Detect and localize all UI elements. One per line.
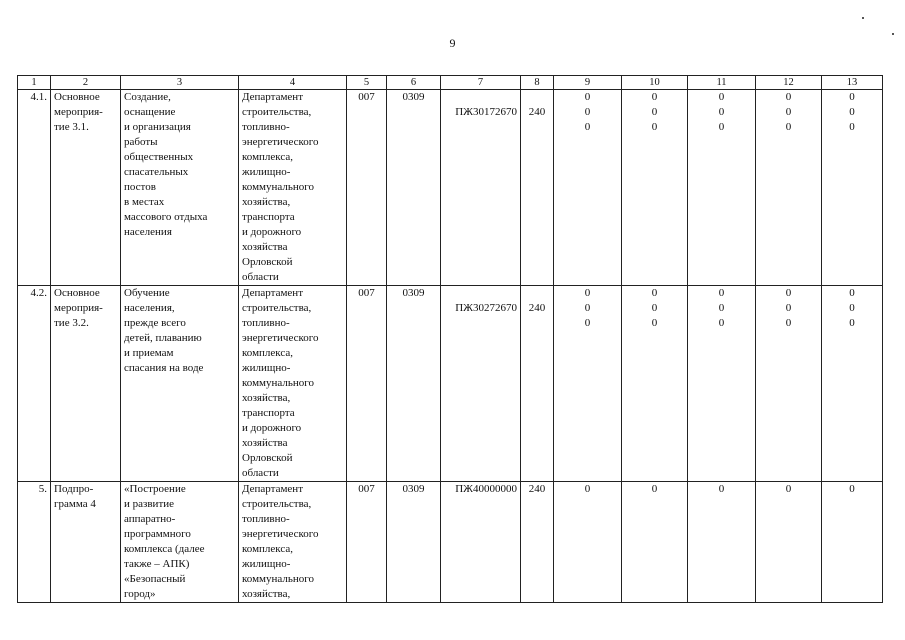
row-number: 5. [18, 482, 51, 603]
column-header: 8 [521, 76, 554, 90]
row-year-values [554, 90, 622, 286]
value-cell: 0 [718, 317, 725, 329]
value-cell: 0 [718, 91, 725, 103]
row-year-values [554, 286, 622, 482]
row-grbs: 007 [347, 482, 387, 603]
value-cell: 0 [718, 121, 725, 133]
value-cell: 0 [849, 106, 855, 118]
value-cell: 0 [785, 91, 792, 103]
row-csr: ПЖ30172670 [441, 90, 521, 286]
header-row [18, 76, 883, 90]
row-number: 4.1. [18, 90, 51, 286]
value-cell: 0 [651, 91, 658, 103]
column-header: 2 [51, 76, 121, 90]
row-year-values [622, 90, 688, 286]
value-cell: 0 [688, 482, 756, 603]
scan-speck [862, 17, 864, 19]
row-rzpr: 0309 [387, 286, 441, 482]
value-cell: 0 [849, 121, 855, 133]
value-cell: 0 [584, 302, 591, 314]
row-grbs: 007 [347, 90, 387, 286]
row-status: Основное мероприя- тие 3.2. [51, 286, 121, 482]
row-year-values [756, 286, 822, 482]
table-row [18, 286, 883, 482]
value-cell: 0 [849, 287, 855, 299]
value-cell: 0 [651, 317, 658, 329]
value-cell: 0 [785, 121, 792, 133]
row-csr: ПЖ30272670 [441, 286, 521, 482]
value-cell: 0 [849, 317, 855, 329]
row-year-values [688, 90, 756, 286]
row-name: Обучение населения, прежде всего детей, плаванию и приемам спасания на воде [121, 286, 239, 482]
value-cell: 0 [785, 317, 792, 329]
value-cell: 0 [785, 106, 792, 118]
table-row [18, 90, 883, 286]
value-cell: 0 [651, 121, 658, 133]
row-executor: Департамент строительства, топливно- энергетического комплекса, жилищно- коммунального хозяйства, транспорта и дорожного хозяйства Орловской области [239, 90, 347, 286]
row-name: «Построение и развитие аппаратно- программного комплекса (далее также – АПК) «Безопасный город» [121, 482, 239, 603]
column-header: 13 [822, 76, 883, 90]
row-name: Создание, оснащение и организация работы общественных спасательных постов в местах массового отдыха населения [121, 90, 239, 286]
value-cell: 0 [554, 482, 622, 603]
value-cell: 0 [785, 302, 792, 314]
value-cell: 0 [584, 317, 591, 329]
budget-table [17, 75, 883, 603]
value-cell: 0 [785, 287, 792, 299]
row-csr: ПЖ40000000 [441, 482, 521, 603]
value-cell: 0 [849, 302, 855, 314]
value-cell: 0 [651, 302, 658, 314]
row-rzpr: 0309 [387, 482, 441, 603]
column-header: 1 [18, 76, 51, 90]
row-year-values [688, 286, 756, 482]
row-year-values [622, 286, 688, 482]
row-status: Основное мероприя- тие 3.1. [51, 90, 121, 286]
value-cell: 0 [584, 121, 591, 133]
row-executor: Департамент строительства, топливно- энергетического комплекса, жилищно- коммунального хозяйства, [239, 482, 347, 603]
row-year-values [756, 90, 822, 286]
value-cell: 0 [584, 91, 591, 103]
value-cell: 0 [651, 287, 658, 299]
row-vr: 240 [521, 286, 554, 482]
value-cell: 0 [718, 302, 725, 314]
value-cell: 0 [849, 91, 855, 103]
column-header: 5 [347, 76, 387, 90]
column-header: 6 [387, 76, 441, 90]
column-header: 3 [121, 76, 239, 90]
row-executor: Департамент строительства, топливно- энергетического комплекса, жилищно- коммунального хозяйства, транспорта и дорожного хозяйства Орловской области [239, 286, 347, 482]
value-cell: 0 [822, 482, 883, 603]
row-year-values [822, 286, 883, 482]
column-header: 11 [688, 76, 756, 90]
column-header: 10 [622, 76, 688, 90]
row-status: Подпро- грамма 4 [51, 482, 121, 603]
value-cell: 0 [622, 482, 688, 603]
value-cell: 0 [756, 482, 822, 603]
value-cell: 0 [651, 106, 658, 118]
row-vr: 240 [521, 482, 554, 603]
column-header: 12 [756, 76, 822, 90]
value-cell: 0 [584, 106, 591, 118]
value-cell: 0 [718, 287, 725, 299]
row-vr: 240 [521, 90, 554, 286]
row-year-values [822, 90, 883, 286]
page-number: 9 [449, 36, 456, 50]
column-header: 7 [441, 76, 521, 90]
value-cell: 0 [584, 287, 591, 299]
row-number: 4.2. [18, 286, 51, 482]
value-cell: 0 [718, 106, 725, 118]
row-rzpr: 0309 [387, 90, 441, 286]
table-row [18, 482, 883, 603]
column-header: 9 [554, 76, 622, 90]
column-header: 4 [239, 76, 347, 90]
scan-speck [892, 33, 894, 35]
row-grbs: 007 [347, 286, 387, 482]
